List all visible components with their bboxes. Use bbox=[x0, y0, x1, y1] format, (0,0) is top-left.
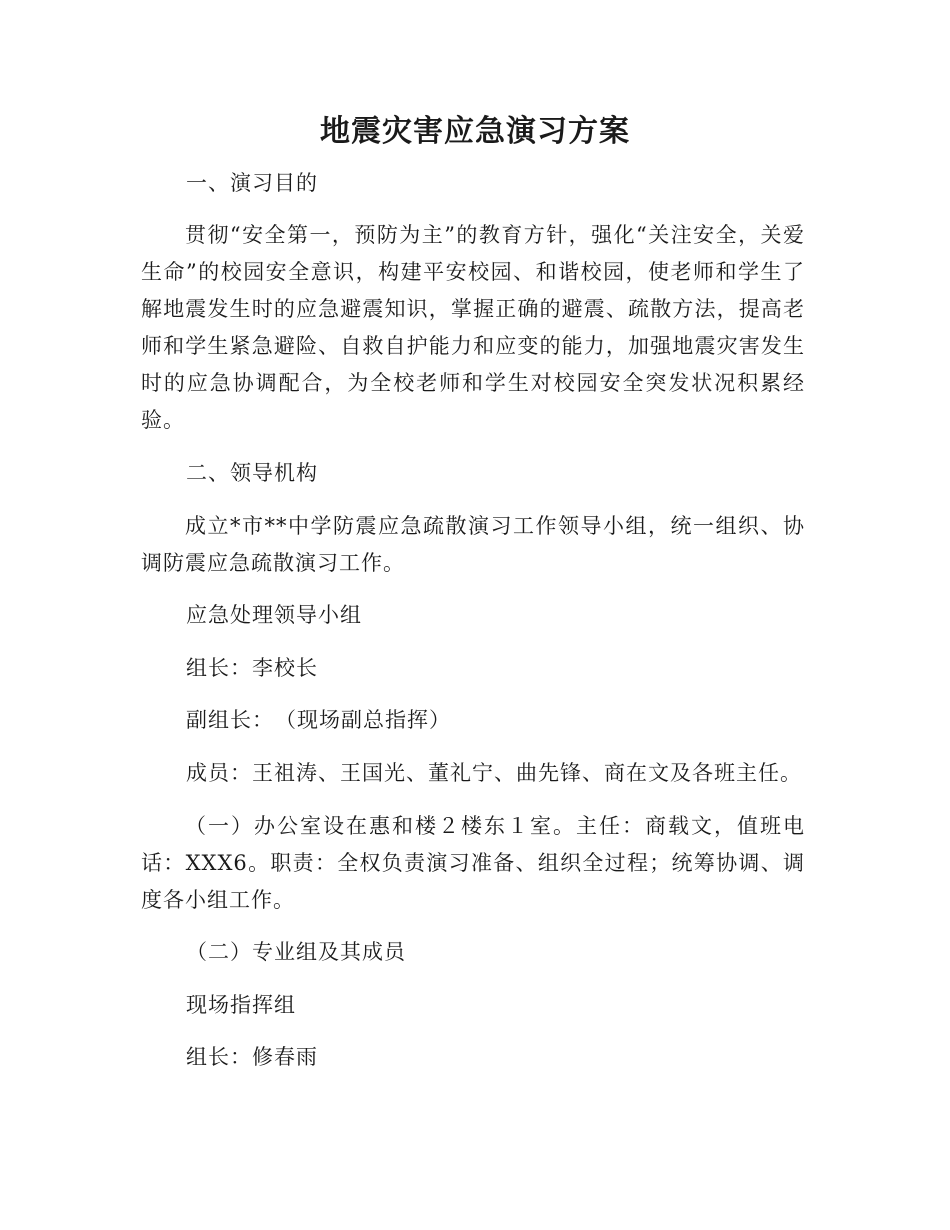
section-2-body: 成立*市**中学防震应急疏散演习工作领导小组，统一组织、协调防震应急疏散演习工作。 bbox=[141, 514, 805, 575]
group-leader: 组长：李校长 bbox=[186, 656, 318, 680]
section-1-heading: 一、演习目的 bbox=[186, 171, 318, 195]
field-command-leader: 组长：修春雨 bbox=[186, 1045, 318, 1069]
group-title: 应急处理领导小组 bbox=[186, 603, 362, 627]
specialist-groups-heading: （二）专业组及其成员 bbox=[186, 940, 406, 964]
section-1-body: 贯彻“安全第一，预防为主”的教育方针，强化“关注安全，关爱生命”的校园安全意识，构建平安校园、和谐校园，使老师和学生了解地震发生时的应急避震知识，掌握正确的避震、疏散方法，提高老师和学生紧急避险、自救自护能力和应变的能力，加强地震灾害发生时的应急协调配合，为全校老师和学生对校园安全突发状况积累经验。 bbox=[141, 223, 805, 432]
document-title: 地震灾害应急演习方案 bbox=[320, 114, 630, 149]
office-paragraph: （一）办公室设在惠和楼２楼东１室。主任：商载文，值班电话：XXX6。职责：全权负责演习准备、组织全过程；统筹协调、调度各小组工作。 bbox=[141, 814, 805, 912]
group-deputy-leader: 副组长： （现场副总指挥） bbox=[186, 708, 451, 732]
section-2-heading: 二、领导机构 bbox=[186, 461, 318, 485]
group-members: 成员：王祖涛、王国光、董礼宁、曲先锋、商在文及各班主任。 bbox=[186, 761, 802, 785]
field-command-group-title: 现场指挥组 bbox=[186, 993, 296, 1017]
